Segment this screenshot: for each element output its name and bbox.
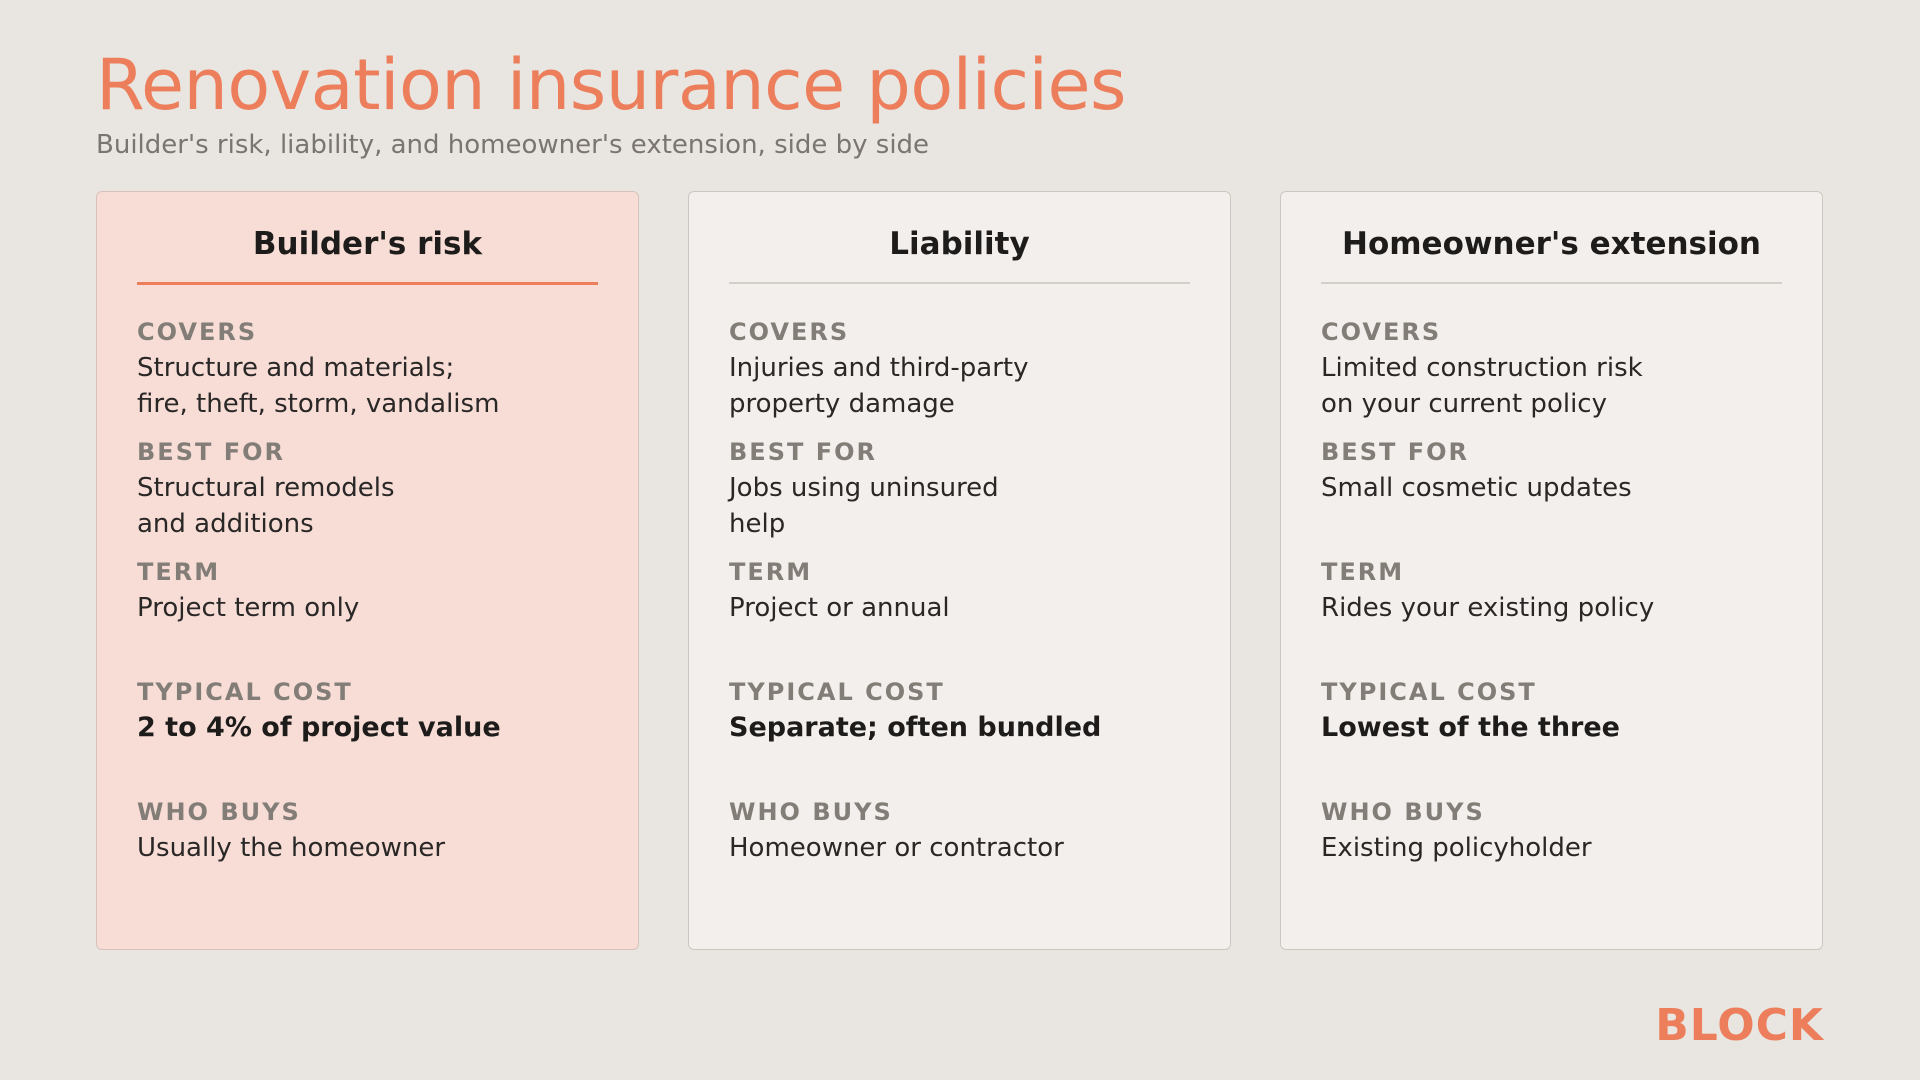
policy-card-liability xyxy=(688,191,1231,950)
card-title: Liability xyxy=(889,226,1030,262)
covers-line-1: Injuries and third-party xyxy=(729,353,1029,383)
typical-cost-value: Separate; often bundled xyxy=(729,712,1102,743)
typical-cost-section xyxy=(729,674,1200,746)
best-for-line-1: Jobs using uninsured xyxy=(729,473,999,503)
who-buys-label: WHO BUYS xyxy=(137,798,301,826)
card-divider xyxy=(137,282,598,285)
who-buys-label: WHO BUYS xyxy=(1321,798,1485,826)
typical-cost-section xyxy=(137,674,608,746)
typical-cost-value: Lowest of the three xyxy=(1321,712,1620,743)
covers-label: COVERS xyxy=(1321,318,1442,346)
term-label: TERM xyxy=(729,558,813,586)
covers-label: COVERS xyxy=(729,318,850,346)
term-label: TERM xyxy=(1321,558,1405,586)
term-value: Rides your existing policy xyxy=(1321,593,1655,623)
best-for-line-2: and additions xyxy=(137,509,314,539)
covers-line-2: property damage xyxy=(729,389,955,419)
best-for-line-2: help xyxy=(729,509,786,539)
typical-cost-value: 2 to 4% of project value xyxy=(137,712,501,743)
covers-section xyxy=(1321,314,1792,422)
best-for-line-1: Small cosmetic updates xyxy=(1321,473,1632,503)
term-section xyxy=(729,554,1200,626)
covers-line-2: fire, theft, storm, vandalism xyxy=(137,389,500,419)
who-buys-value: Usually the homeowner xyxy=(137,833,446,863)
best-for-label: BEST FOR xyxy=(729,438,877,466)
covers-line-2: on your current policy xyxy=(1321,389,1607,419)
who-buys-label: WHO BUYS xyxy=(729,798,893,826)
card-divider xyxy=(1321,282,1782,284)
best-for-section xyxy=(1321,434,1792,506)
who-buys-section xyxy=(729,794,1200,866)
covers-label: COVERS xyxy=(137,318,258,346)
card-title: Homeowner's extension xyxy=(1342,226,1761,262)
who-buys-value: Homeowner or contractor xyxy=(729,833,1064,863)
typical-cost-label: TYPICAL COST xyxy=(729,678,945,706)
who-buys-value: Existing policyholder xyxy=(1321,833,1592,863)
covers-section xyxy=(729,314,1200,422)
term-section xyxy=(137,554,608,626)
term-value: Project term only xyxy=(137,593,360,623)
policy-card-builders-risk xyxy=(96,191,639,950)
page-title: Renovation insurance policies xyxy=(96,44,1127,126)
term-section xyxy=(1321,554,1792,626)
covers-line-1: Structure and materials; xyxy=(137,353,455,383)
best-for-label: BEST FOR xyxy=(137,438,285,466)
best-for-section xyxy=(729,434,1200,542)
brand-logo: BLOCK xyxy=(1655,1000,1824,1051)
covers-section xyxy=(137,314,608,422)
typical-cost-label: TYPICAL COST xyxy=(1321,678,1537,706)
who-buys-section xyxy=(1321,794,1792,866)
best-for-label: BEST FOR xyxy=(1321,438,1469,466)
covers-line-1: Limited construction risk xyxy=(1321,353,1643,383)
term-value: Project or annual xyxy=(729,593,950,623)
typical-cost-label: TYPICAL COST xyxy=(137,678,353,706)
page-subtitle: Builder's risk, liability, and homeowner's extension, side by side xyxy=(96,130,930,160)
policy-card-homeowners-extension xyxy=(1280,191,1823,950)
card-title: Builder's risk xyxy=(252,226,483,262)
card-divider xyxy=(729,282,1190,284)
term-label: TERM xyxy=(137,558,221,586)
who-buys-section xyxy=(137,794,608,866)
typical-cost-section xyxy=(1321,674,1792,746)
best-for-line-1: Structural remodels xyxy=(137,473,395,503)
best-for-section xyxy=(137,434,608,542)
